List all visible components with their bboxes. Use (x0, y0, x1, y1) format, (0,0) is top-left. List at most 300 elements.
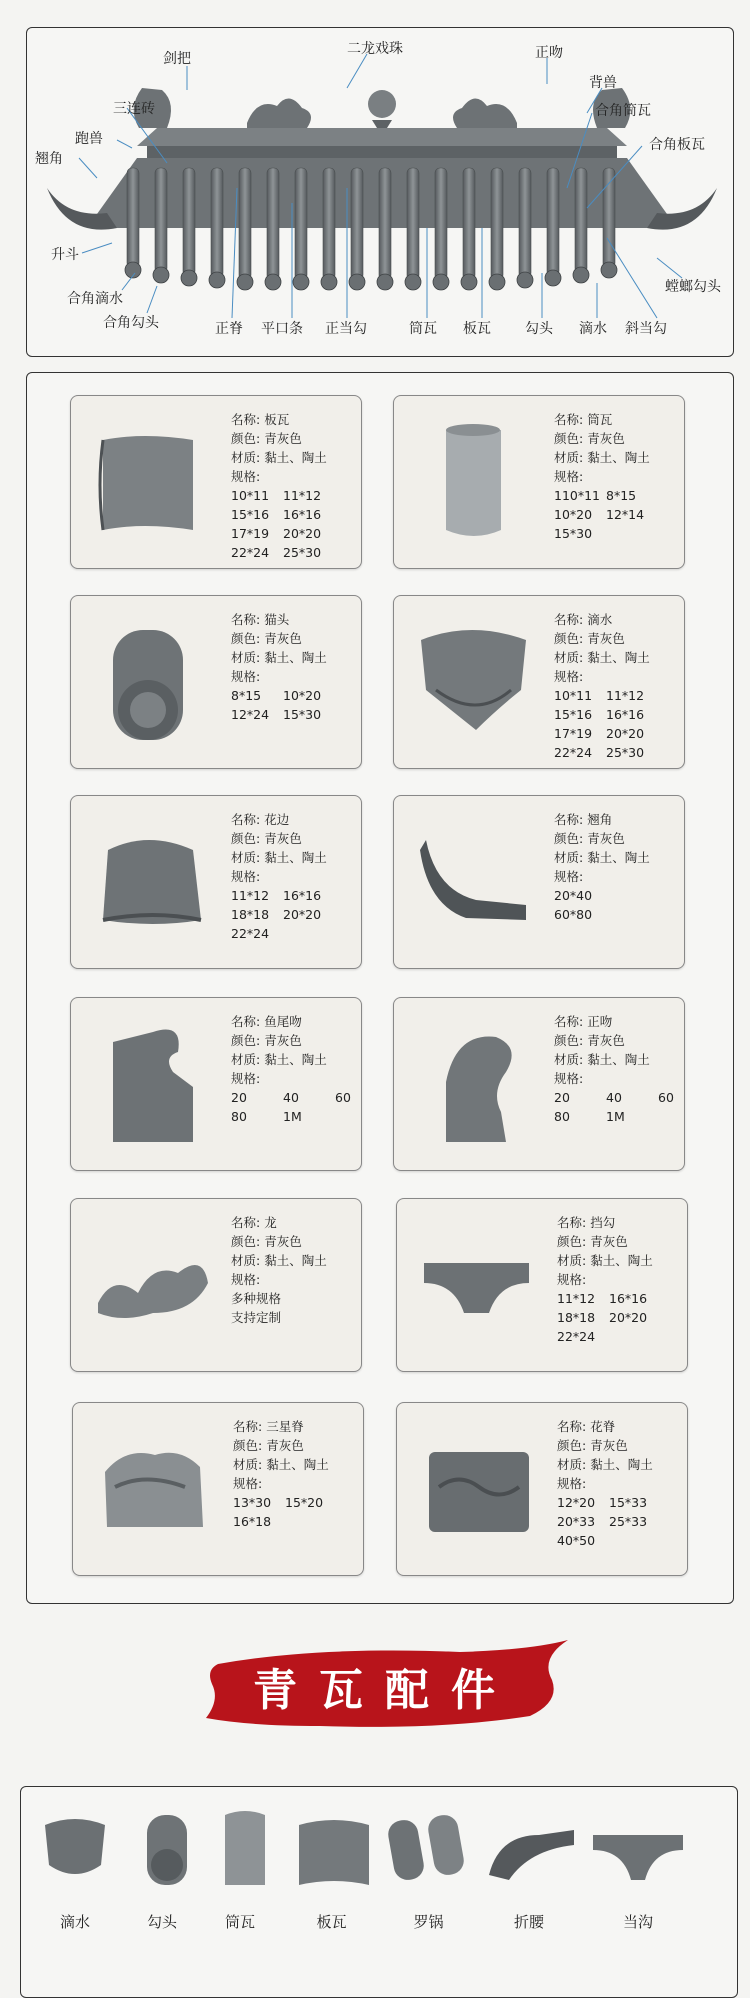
material-value: 黏土、陶土 (587, 450, 650, 465)
section-banner (200, 1640, 570, 1732)
color-row (554, 829, 658, 848)
spec-value: 11*12 (606, 688, 645, 703)
label-erlong: 二龙戏珠 (347, 41, 403, 57)
name-value: 花脊 (590, 1419, 616, 1434)
color-value: 青灰色 (590, 1438, 628, 1453)
spec-list (554, 886, 658, 924)
spec-line (554, 486, 658, 505)
product-info (557, 1213, 661, 1346)
label-pingkoutiao: 平口条 (261, 321, 303, 337)
spec-label: 规格: (231, 469, 261, 484)
spec-line (557, 1493, 661, 1512)
spec-value: 多种规格 (231, 1291, 282, 1306)
spec-value: 20*20 (283, 907, 322, 922)
name-label: 名称: (557, 1419, 587, 1434)
product-image (406, 1012, 536, 1156)
spec-label: 规格: (557, 1476, 587, 1491)
product-image (406, 810, 536, 954)
name-label: 名称: (554, 612, 584, 627)
spec-line (557, 1327, 661, 1346)
accessory-image (583, 1805, 693, 1895)
name-label: 名称: (231, 412, 261, 427)
color-value: 青灰色 (590, 1234, 628, 1249)
spec-list (554, 1088, 685, 1126)
spec-value: 11*12 (557, 1291, 596, 1306)
spec-value: 20*33 (557, 1514, 596, 1529)
accessory-image (381, 1805, 476, 1895)
spec-value: 12*24 (231, 707, 270, 722)
label-hejiao-goutou: 合角勾头 (103, 315, 159, 331)
material-row (231, 1050, 362, 1069)
spec-list (557, 1289, 661, 1346)
product-info (233, 1417, 337, 1531)
spec-line (557, 1512, 661, 1531)
name-value: 三星脊 (266, 1419, 304, 1434)
name-label: 名称: (557, 1215, 587, 1230)
spec-value: 22*24 (554, 745, 593, 760)
material-row (231, 848, 335, 867)
name-value: 花边 (264, 812, 290, 827)
label-zhengdanggou: 正当勾 (325, 321, 367, 337)
spec-value: 80 (231, 1109, 247, 1124)
material-value: 黏土、陶土 (590, 1457, 653, 1472)
spec-line (554, 743, 658, 762)
name-value: 板瓦 (264, 412, 290, 427)
name-value: 正吻 (587, 1014, 613, 1029)
spec-line (231, 886, 335, 905)
label-goutou: 勾头 (525, 321, 553, 337)
label-zhengji: 正脊 (215, 321, 243, 337)
color-row (557, 1232, 661, 1251)
label-zhengwen: 正吻 (535, 45, 563, 61)
name-label: 名称: (233, 1419, 263, 1434)
name-row (554, 410, 658, 429)
accessory-label: 滴水 (59, 1913, 90, 1931)
spec-list (231, 486, 335, 562)
product-image (406, 610, 536, 754)
spec-value: 18*18 (231, 907, 270, 922)
label-paoshou: 跑兽 (75, 131, 103, 147)
spec-line (554, 886, 658, 905)
color-row (554, 629, 658, 648)
name-label: 名称: (231, 1215, 261, 1230)
accessory-image (35, 1805, 115, 1895)
spec-value: 25*30 (606, 745, 645, 760)
color-label: 颜色: (554, 431, 584, 446)
color-row (231, 829, 335, 848)
color-row (554, 429, 658, 448)
material-row (554, 648, 658, 667)
spec-value: 15*16 (554, 707, 593, 722)
spec-value: 22*24 (231, 545, 270, 560)
product-card (393, 997, 685, 1171)
spec-line (231, 1107, 362, 1126)
color-value: 青灰色 (587, 1033, 625, 1048)
product-card (393, 395, 685, 569)
spec-line (231, 686, 335, 705)
material-value: 黏土、陶土 (264, 850, 327, 865)
spec-line (554, 1107, 685, 1126)
spec-label: 规格: (231, 669, 261, 684)
spec-value: 17*19 (231, 526, 270, 541)
material-label: 材质: (554, 450, 584, 465)
material-row (554, 848, 658, 867)
product-card (70, 395, 362, 569)
color-value: 青灰色 (264, 1033, 302, 1048)
spec-label: 规格: (554, 1071, 584, 1086)
material-row (554, 448, 658, 467)
spec-value: 18*18 (557, 1310, 596, 1325)
product-card (70, 997, 362, 1171)
color-label: 颜色: (554, 1033, 584, 1048)
spec-line (231, 543, 335, 562)
accessory-image (289, 1805, 374, 1895)
color-value: 青灰色 (587, 431, 625, 446)
material-value: 黏土、陶土 (587, 1052, 650, 1067)
accessory-label: 折腰 (513, 1913, 544, 1931)
spec-label: 规格: (231, 1071, 261, 1086)
spec-value: 16*16 (606, 707, 645, 722)
spec-value: 80 (554, 1109, 570, 1124)
product-info (554, 810, 658, 924)
spec-line (557, 1531, 661, 1550)
spec-value: 20*20 (606, 726, 645, 741)
spec-value: 8*15 (231, 688, 262, 703)
spec-value: 10*11 (554, 688, 593, 703)
spec-line (231, 524, 335, 543)
color-row (231, 629, 335, 648)
product-card (70, 1198, 362, 1372)
product-card (70, 595, 362, 769)
spec-value: 20*20 (283, 526, 322, 541)
spec-label: 规格: (231, 869, 261, 884)
color-value: 青灰色 (264, 1234, 302, 1249)
material-label: 材质: (233, 1457, 263, 1472)
accessory-panel (20, 1786, 738, 1998)
product-info (231, 610, 335, 724)
label-shengdou: 升斗 (51, 247, 79, 263)
accessory-image (479, 1805, 579, 1895)
name-label: 名称: (231, 612, 261, 627)
label-hejiao-banwa: 合角板瓦 (649, 137, 705, 153)
product-info (231, 1213, 327, 1327)
accessory-item (205, 1805, 275, 1935)
material-row (231, 648, 335, 667)
name-row (231, 610, 335, 629)
spec-line (554, 524, 658, 543)
spec-value: 16*16 (609, 1291, 648, 1306)
spec-line (231, 905, 335, 924)
accessory-item (289, 1805, 374, 1935)
spec-label: 规格: (557, 1272, 587, 1287)
material-label: 材质: (554, 1052, 584, 1067)
product-image (83, 810, 213, 954)
product-image (406, 410, 536, 554)
material-label: 材质: (554, 850, 584, 865)
spec-line (554, 505, 658, 524)
name-value: 龙 (264, 1215, 277, 1230)
spec-value: 60 (658, 1090, 674, 1105)
color-row (233, 1436, 337, 1455)
color-row (231, 1031, 362, 1050)
spec-value: 15*30 (554, 526, 593, 541)
color-value: 青灰色 (587, 831, 625, 846)
spec-value: 20 (231, 1090, 247, 1105)
material-label: 材质: (557, 1457, 587, 1472)
spec-label: 规格: (554, 669, 584, 684)
name-value: 筒瓦 (587, 412, 613, 427)
product-info (554, 610, 658, 762)
color-label: 颜色: (233, 1438, 263, 1453)
spec-line (231, 505, 335, 524)
name-row (233, 1417, 337, 1436)
color-label: 颜色: (554, 831, 584, 846)
spec-line (554, 905, 658, 924)
color-value: 青灰色 (264, 831, 302, 846)
spec-value: 16*18 (233, 1514, 272, 1529)
spec-value: 40 (283, 1090, 299, 1105)
product-card (396, 1402, 688, 1576)
name-row (231, 810, 335, 829)
name-value: 滴水 (587, 612, 613, 627)
name-label: 名称: (231, 1014, 261, 1029)
color-row (554, 1031, 685, 1050)
spec-line (554, 705, 658, 724)
spec-list (554, 486, 658, 543)
accessory-image (205, 1805, 275, 1895)
spec-value: 17*19 (554, 726, 593, 741)
label-beishou: 背兽 (589, 75, 617, 91)
material-row (554, 1050, 685, 1069)
spec-value: 20*40 (554, 888, 593, 903)
spec-value: 15*30 (283, 707, 322, 722)
spec-label: 规格: (231, 1272, 261, 1287)
roof-illustration (27, 28, 733, 356)
accessory-item (127, 1805, 197, 1935)
color-value: 青灰色 (587, 631, 625, 646)
accessory-label: 板瓦 (316, 1913, 347, 1931)
spec-value: 25*33 (609, 1514, 648, 1529)
color-value: 青灰色 (264, 431, 302, 446)
spec-value: 16*16 (283, 888, 322, 903)
spec-list (233, 1493, 337, 1531)
spec-list (554, 686, 658, 762)
label-sanlianzhuan: 三连砖 (113, 101, 155, 117)
product-image (409, 1213, 539, 1357)
material-label: 材质: (554, 650, 584, 665)
product-image (83, 610, 213, 754)
spec-list (231, 1088, 362, 1126)
spec-label: 规格: (554, 469, 584, 484)
spec-value: 22*24 (231, 926, 270, 941)
spec-line (554, 686, 658, 705)
roof-diagram-panel (26, 27, 734, 357)
spec-value: 8*15 (606, 488, 637, 503)
name-value: 猫头 (264, 612, 290, 627)
material-value: 黏土、陶土 (266, 1457, 329, 1472)
spec-value: 11*12 (231, 888, 270, 903)
name-row (231, 410, 335, 429)
accessory-label: 勾头 (146, 1913, 177, 1931)
spec-line (557, 1289, 661, 1308)
spec-value: 40*50 (557, 1533, 596, 1548)
spec-list (231, 886, 335, 943)
spec-list (231, 1289, 327, 1327)
material-label: 材质: (231, 1253, 261, 1268)
spec-value: 12*14 (606, 507, 645, 522)
name-label: 名称: (554, 1014, 584, 1029)
color-value: 青灰色 (266, 1438, 304, 1453)
material-label: 材质: (557, 1253, 587, 1268)
product-card (70, 795, 362, 969)
spec-value: 10*20 (283, 688, 322, 703)
accessory-label: 筒瓦 (224, 1913, 255, 1931)
product-card (72, 1402, 364, 1576)
spec-value: 15*16 (231, 507, 270, 522)
product-info (231, 410, 335, 562)
spec-line (231, 1289, 327, 1308)
label-hejiao-dishui: 合角滴水 (67, 291, 123, 307)
spec-line (554, 1088, 685, 1107)
spec-value: 支持定制 (231, 1310, 282, 1325)
name-row (557, 1417, 661, 1436)
label-tongwa: 筒瓦 (409, 321, 437, 337)
spec-value: 10*11 (231, 488, 270, 503)
color-row (557, 1436, 661, 1455)
accessory-label: 当沟 (622, 1913, 653, 1931)
spec-line (557, 1308, 661, 1327)
product-image (409, 1417, 539, 1561)
label-hejiao-tongwa: 合角筒瓦 (595, 103, 651, 119)
name-row (554, 810, 658, 829)
spec-value: 40 (606, 1090, 622, 1105)
product-card (393, 795, 685, 969)
spec-value: 12*20 (557, 1495, 596, 1510)
product-info (554, 1012, 685, 1126)
material-row (231, 448, 335, 467)
color-row (231, 1232, 327, 1251)
color-label: 颜色: (554, 631, 584, 646)
name-value: 挡勾 (590, 1215, 616, 1230)
color-label: 颜色: (557, 1438, 587, 1453)
accessory-item (381, 1805, 476, 1935)
spec-line (233, 1493, 337, 1512)
accessory-item (35, 1805, 115, 1935)
spec-line (233, 1512, 337, 1531)
spec-value: 1M (606, 1109, 625, 1124)
color-label: 颜色: (231, 631, 261, 646)
spec-value: 20*20 (609, 1310, 648, 1325)
product-info (231, 810, 335, 943)
color-label: 颜色: (231, 431, 261, 446)
spec-value: 10*20 (554, 507, 593, 522)
label-xiedanggou: 斜当勾 (625, 321, 667, 337)
material-label: 材质: (231, 1052, 261, 1067)
name-label: 名称: (554, 412, 584, 427)
accessory-item (583, 1805, 693, 1935)
spec-line (231, 924, 335, 943)
color-label: 颜色: (231, 831, 261, 846)
spec-line (554, 724, 658, 743)
product-image (85, 1417, 215, 1561)
product-image (83, 1213, 213, 1357)
material-value: 黏土、陶土 (587, 850, 650, 865)
color-value: 青灰色 (264, 631, 302, 646)
material-value: 黏土、陶土 (264, 1253, 327, 1268)
banner-title: 青瓦配件 (253, 1665, 517, 1716)
label-tanglang-goutou: 螳螂勾头 (665, 279, 721, 295)
color-label: 颜色: (231, 1033, 261, 1048)
spec-value: 25*30 (283, 545, 322, 560)
name-row (231, 1213, 327, 1232)
name-row (231, 1012, 362, 1031)
material-value: 黏土、陶土 (264, 650, 327, 665)
accessory-image (127, 1805, 197, 1895)
product-card (393, 595, 685, 769)
material-row (231, 1251, 327, 1270)
label-jianba: 剑把 (163, 51, 191, 67)
material-row (557, 1251, 661, 1270)
name-row (554, 1012, 685, 1031)
name-row (554, 610, 658, 629)
material-row (233, 1455, 337, 1474)
spec-value: 15*20 (285, 1495, 324, 1510)
color-row (231, 429, 335, 448)
material-label: 材质: (231, 650, 261, 665)
product-image (83, 410, 213, 554)
product-info (231, 1012, 362, 1126)
spec-line (231, 1088, 362, 1107)
spec-line (231, 705, 335, 724)
accessory-item (479, 1805, 579, 1935)
name-row (557, 1213, 661, 1232)
spec-line (231, 486, 335, 505)
spec-value: 16*16 (283, 507, 322, 522)
spec-value: 11*12 (283, 488, 322, 503)
material-value: 黏土、陶土 (264, 1052, 327, 1067)
spec-value: 60*80 (554, 907, 593, 922)
product-info (557, 1417, 661, 1550)
spec-value: 60 (335, 1090, 351, 1105)
accessory-label: 罗锅 (413, 1913, 444, 1931)
product-image (83, 1012, 213, 1156)
spec-label: 规格: (233, 1476, 263, 1491)
product-card (396, 1198, 688, 1372)
spec-line (231, 1308, 327, 1327)
product-info (554, 410, 658, 543)
material-row (557, 1455, 661, 1474)
name-value: 翘角 (587, 812, 613, 827)
material-value: 黏土、陶土 (264, 450, 327, 465)
spec-value: 15*33 (609, 1495, 648, 1510)
material-value: 黏土、陶土 (587, 650, 650, 665)
material-label: 材质: (231, 450, 261, 465)
name-label: 名称: (554, 812, 584, 827)
spec-value: 13*30 (233, 1495, 272, 1510)
color-label: 颜色: (557, 1234, 587, 1249)
color-label: 颜色: (231, 1234, 261, 1249)
spec-value: 20 (554, 1090, 570, 1105)
spec-label: 规格: (554, 869, 584, 884)
material-label: 材质: (231, 850, 261, 865)
label-banwa: 板瓦 (463, 321, 491, 337)
material-value: 黏土、陶土 (590, 1253, 653, 1268)
spec-value: 22*24 (557, 1329, 596, 1344)
name-value: 鱼尾吻 (264, 1014, 302, 1029)
spec-list (231, 686, 335, 724)
label-qiaojiao: 翘角 (35, 151, 63, 167)
spec-value: 1M (283, 1109, 302, 1124)
